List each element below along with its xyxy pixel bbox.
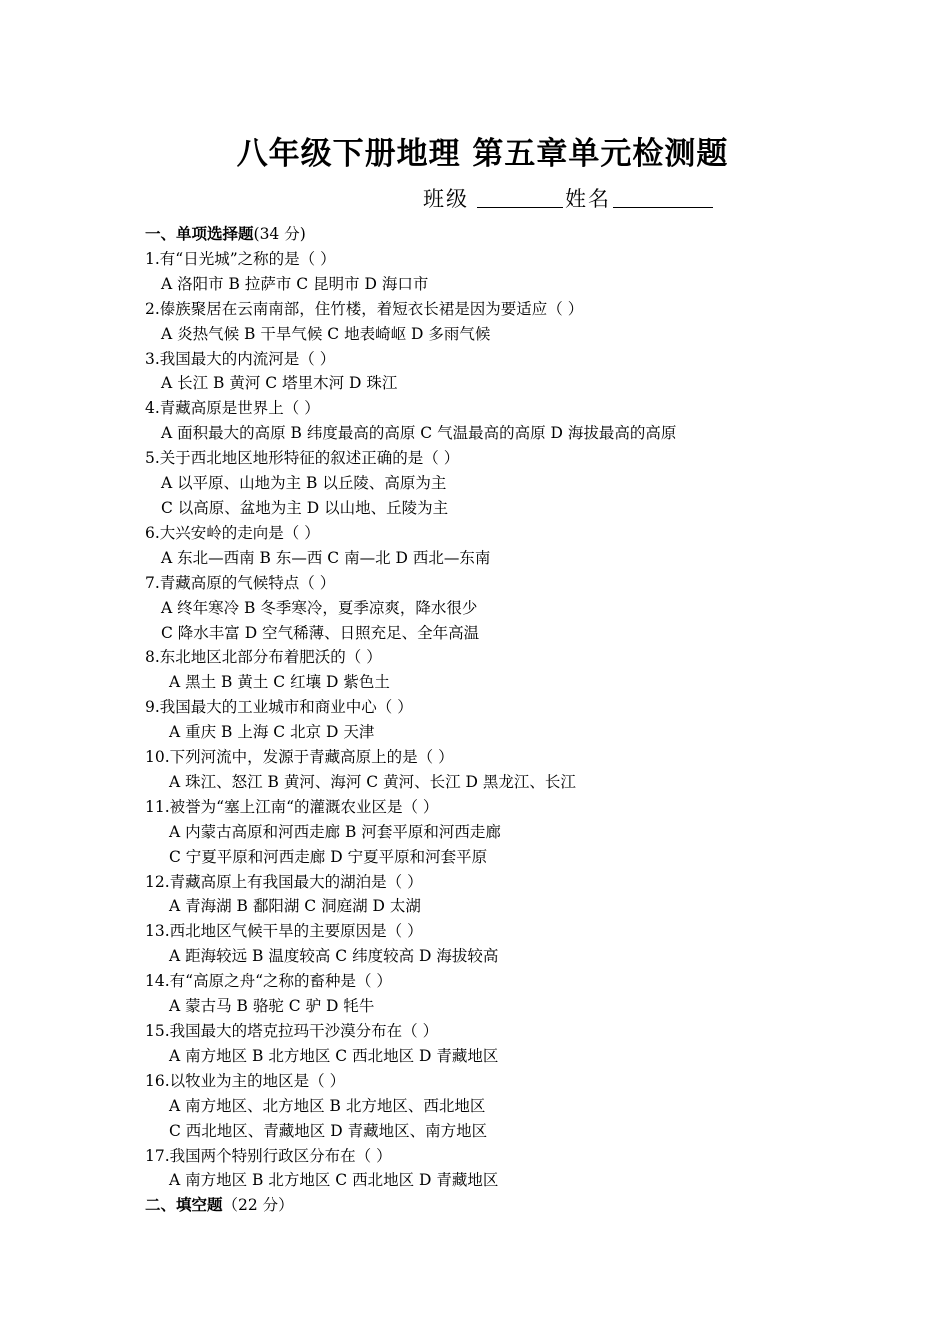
- section-heading-fill-blank: [145, 1193, 865, 1218]
- question-options: A 东北—西南 B 东—西 C 南—北 D 西北—东南: [161, 548, 491, 567]
- question-options: C 以高原、盆地为主 D 以山地、丘陵为主: [161, 498, 449, 517]
- exam-content: [145, 222, 865, 1218]
- question-stem: 2.傣族聚居在云南南部，住竹楼，着短衣长裙是因为要适应（ ）: [145, 299, 584, 318]
- question-options: A 珠江、怒江 B 黄河、海河 C 黄河、长江 D 黑龙江、长江: [169, 772, 576, 791]
- question-stem: 15.我国最大的塔克拉玛干沙漠分布在（ ）: [145, 1022, 439, 1040]
- section-title: 一、单项选择题: [145, 224, 254, 243]
- question-stem: 4.青藏高原是世界上（ ）: [145, 399, 320, 418]
- question-stem: 5.关于西北地区地形特征的叙述正确的是（ ）: [145, 449, 460, 468]
- question-stem: 16.以牧业为主的地区是（ ）: [145, 1071, 346, 1090]
- section-score: （22 分）: [222, 1196, 294, 1215]
- question-stem: 7.青藏高原的气候特点（ ）: [145, 573, 336, 592]
- student-info: [423, 183, 713, 213]
- question-options: A 炎热气候 B 干旱气候 C 地表崎岖 D 多雨气候: [161, 324, 491, 343]
- question-options: C 降水丰富 D 空气稀薄、日照充足、全年高温: [161, 623, 480, 642]
- question-options: C 西北地区、青藏地区 D 青藏地区、南方地区: [169, 1121, 488, 1140]
- question-options: A 重庆 B 上海 C 北京 D 天津: [169, 723, 375, 742]
- name-label: 姓名: [565, 187, 611, 211]
- question-stem: 10.下列河流中，发源于青藏高原上的是（ ）: [145, 748, 454, 767]
- question-stem: 9.我国最大的工业城市和商业中心（ ）: [145, 698, 413, 717]
- name-blank[interactable]: [613, 187, 713, 208]
- question-options: A 南方地区 B 北方地区 C 西北地区 D 青藏地区: [169, 1171, 499, 1190]
- question-options: C 宁夏平原和河西走廊 D 宁夏平原和河套平原: [169, 847, 488, 866]
- question-options: A 南方地区、北方地区 B 北方地区、西北地区: [169, 1096, 486, 1115]
- section-title: 二、填空题: [145, 1195, 223, 1215]
- question-options: A 距海较远 B 温度较高 C 纬度较高 D 海拔较高: [169, 947, 499, 966]
- class-label: 班级: [423, 187, 469, 211]
- question-options: A 黑土 B 黄土 C 红壤 D 紫色土: [169, 673, 390, 692]
- question-options: A 洛阳市 B 拉萨市 C 昆明市 D 海口市: [161, 274, 429, 293]
- question-stem: 13.西北地区气候干旱的主要原因是（ ）: [145, 922, 423, 941]
- question-stem: 3.我国最大的内流河是（ ）: [145, 349, 336, 368]
- question-stem: 1.有“日光城”之称的是（ ）: [145, 249, 336, 268]
- question-options: A 长江 B 黄河 C 塔里木河 D 珠江: [161, 374, 398, 393]
- question-stem: 8.东北地区北部分布着肥沃的（ ）: [145, 648, 382, 667]
- question-list: [145, 247, 865, 1193]
- question-options: A 蒙古马 B 骆驼 C 驴 D 牦牛: [169, 997, 375, 1016]
- question-options: A 面积最大的高原 B 纬度最高的高原 C 气温最高的高原 D 海拔最高的高原: [161, 424, 677, 443]
- class-blank[interactable]: [477, 187, 563, 208]
- question-options: A 南方地区 B 北方地区 C 西北地区 D 青藏地区: [169, 1046, 499, 1065]
- section-heading-multiple-choice: [145, 222, 865, 247]
- question-stem: 6.大兴安岭的走向是（ ）: [145, 523, 320, 542]
- question-stem: 12.青藏高原上有我国最大的湖泊是（ ）: [145, 872, 423, 891]
- question-options: A 内蒙古高原和河西走廊 B 河套平原和河西走廊: [169, 822, 501, 841]
- question-stem: 11.被誉为“塞上江南“的灌溉农业区是（ ）: [145, 797, 439, 816]
- question-options: A 终年寒冷 B 冬季寒冷，夏季凉爽，降水很少: [161, 598, 478, 617]
- question-stem: 14.有“高原之舟“之称的畜种是（ ）: [145, 972, 392, 991]
- question-options: A 以平原、山地为主 B 以丘陵、高原为主: [161, 474, 447, 493]
- section-score: (34 分): [253, 225, 306, 243]
- question-stem: 17.我国两个特别行政区分布在（ ）: [145, 1146, 392, 1165]
- question-options: A 青海湖 B 鄱阳湖 C 洞庭湖 D 太湖: [169, 897, 421, 916]
- page-title: 八年级下册地理 第五章单元检测题: [236, 136, 729, 172]
